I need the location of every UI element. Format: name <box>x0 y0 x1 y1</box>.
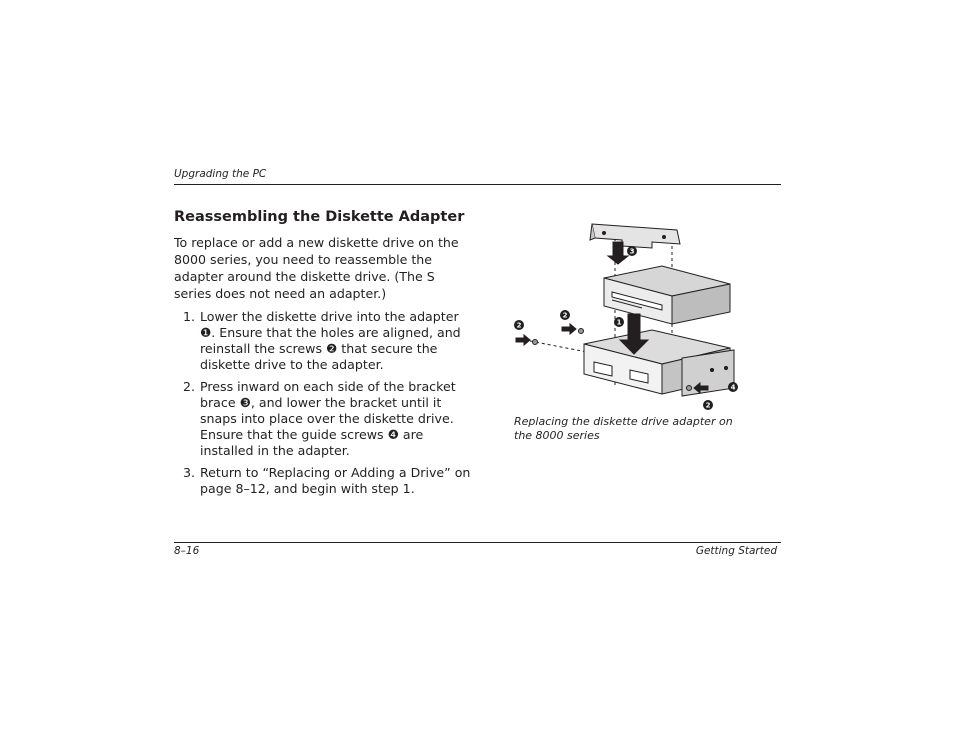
diskette-adapter-illustration <box>512 218 744 413</box>
step-text: Lower the diskette drive into the adapter ❶. Ensure that the holes are aligned, and reinstall the screws ❷ that secure the diskette drive to the adapter. <box>200 309 461 372</box>
steps-list <box>174 309 474 503</box>
section-title: Reassembling the Diskette Adapter <box>174 209 465 225</box>
step-item <box>174 465 474 497</box>
callout-label: 2 <box>705 401 711 410</box>
callout-label: 4 <box>730 383 736 392</box>
callout-label: 1 <box>616 318 622 327</box>
page-number: 8–16 <box>174 545 200 557</box>
step-item <box>174 379 474 459</box>
footer-rule <box>174 542 781 543</box>
step-item <box>174 309 474 373</box>
step-number: 1. <box>183 309 196 324</box>
step-number: 3. <box>183 465 196 480</box>
book-title: Getting Started <box>695 545 777 557</box>
callout-label: 2 <box>562 311 568 320</box>
step-text: Press inward on each side of the bracket brace ❸, and lower the bracket until it snaps into place over the diskette drive. Ensure that the guide screws ❹ are installed in the adapter. <box>200 379 456 458</box>
callout-label: 2 <box>516 321 522 330</box>
header-rule <box>174 184 781 185</box>
step-text: Return to “Replacing or Adding a Drive” on page 8–12, and begin with step 1. <box>200 465 471 496</box>
step-number: 2. <box>183 379 196 394</box>
figure-caption: Replacing the diskette drive adapter on the 8000 series <box>514 415 733 442</box>
intro-paragraph: To replace or add a new diskette drive on the 8000 series, you need to reassemble the adapter around the diskette drive. (The S series does not need an adapter.) <box>174 235 459 301</box>
running-head: Upgrading the PC <box>174 168 267 180</box>
callout-label: 3 <box>629 247 635 256</box>
